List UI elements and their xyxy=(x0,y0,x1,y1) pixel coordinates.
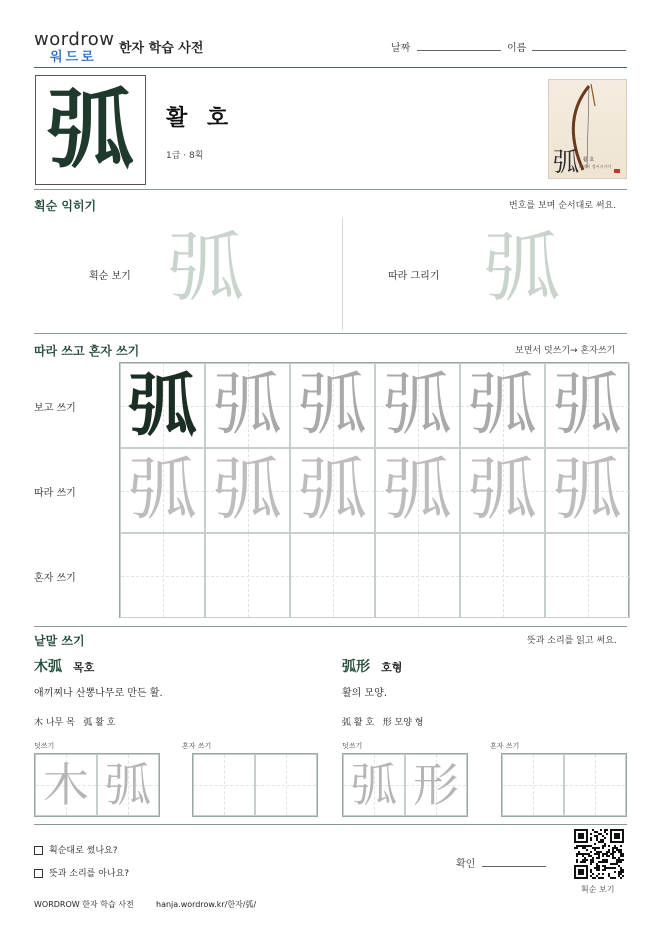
practice-cell[interactable] xyxy=(460,533,545,618)
vocab-alone-grid[interactable] xyxy=(192,753,318,817)
date-label: 날짜 xyxy=(391,43,411,54)
practice-row-label: 따라 쓰기 xyxy=(34,488,76,499)
practice-cell[interactable] xyxy=(460,363,545,448)
vocab-cell[interactable] xyxy=(564,754,626,816)
character-meta: 1급 · 8획 xyxy=(166,151,204,161)
practice-character: 弧 xyxy=(553,365,622,445)
confirm-field[interactable] xyxy=(482,866,546,867)
vocab-section-note: 뜻과 소리를 읽고 써요. xyxy=(527,636,617,646)
practice-cell[interactable] xyxy=(290,448,375,533)
vocab-cell[interactable] xyxy=(193,754,255,816)
footer-url[interactable]: hanja.wordrow.kr/한자/弧/ xyxy=(156,900,257,909)
name-field[interactable] xyxy=(532,50,626,51)
stroke-order-character: 弧 xyxy=(168,230,244,312)
alone-label: 혼자 쓰기 xyxy=(182,742,212,750)
practice-cell[interactable] xyxy=(120,363,205,448)
practice-cell[interactable] xyxy=(545,533,630,618)
practice-character: 弧 xyxy=(213,450,282,530)
checkbox[interactable] xyxy=(34,869,43,878)
vocab-word-2 xyxy=(342,656,402,676)
vocab-cell[interactable] xyxy=(35,754,97,816)
name-label: 이름 xyxy=(507,43,527,54)
vocab-word-definition: 활의 모양. xyxy=(342,688,387,699)
practice-grid xyxy=(119,362,629,618)
character-reading: 활 호 xyxy=(166,106,235,131)
practice-section-title: 따라 쓰고 혼자 쓰기 xyxy=(34,344,140,358)
practice-cell[interactable] xyxy=(205,363,290,448)
date-field[interactable] xyxy=(417,50,501,51)
practice-cell[interactable] xyxy=(545,363,630,448)
checklist-item-2[interactable] xyxy=(34,866,129,879)
checklist-item-1[interactable] xyxy=(34,843,118,856)
divider-1 xyxy=(34,189,627,190)
footer-brand: WORDROW 한자 학습 사전 xyxy=(34,900,134,909)
qr-code-graphic xyxy=(574,829,624,879)
practice-character: 弧 xyxy=(383,450,452,530)
vocab-alone-grid[interactable] xyxy=(501,753,627,817)
stroke-view-label: 획순 보기 xyxy=(89,271,131,282)
practice-character: 弧 xyxy=(298,450,367,530)
practice-cell[interactable] xyxy=(375,533,460,618)
checkbox[interactable] xyxy=(34,846,43,855)
practice-cell[interactable] xyxy=(205,448,290,533)
practice-cell[interactable] xyxy=(290,363,375,448)
practice-character: 弧 xyxy=(383,365,452,445)
vocab-section-title: 낱말 쓰기 xyxy=(34,634,85,648)
main-character-box xyxy=(35,75,146,185)
practice-cell[interactable] xyxy=(205,533,290,618)
trace-label: 덧쓰기 xyxy=(342,742,363,750)
qr-caption: 획순 보기 xyxy=(581,885,615,894)
practice-character: 弧 xyxy=(128,365,197,446)
stroke-trace-label: 따라 그리기 xyxy=(388,271,440,282)
confirm-label: 확인 xyxy=(456,859,476,870)
vocab-word-hanja: 木弧 xyxy=(34,659,62,675)
vocab-cell[interactable] xyxy=(343,754,405,816)
stroke-divider xyxy=(342,218,343,330)
practice-row-label: 보고 쓰기 xyxy=(34,403,76,414)
vocab-trace-char: 弧 xyxy=(105,758,151,812)
vocab-cell[interactable] xyxy=(97,754,159,816)
trace-label: 덧쓰기 xyxy=(34,742,55,750)
divider-3 xyxy=(34,626,627,627)
stroke-trace-character: 弧 xyxy=(484,230,560,312)
practice-cell[interactable] xyxy=(460,448,545,533)
practice-character: 弧 xyxy=(213,365,282,445)
vocab-word-parts: 弧 활 호 形 모양 형 xyxy=(342,718,424,728)
bow-illustration xyxy=(548,79,627,179)
vocab-trace-char: 形 xyxy=(413,758,459,812)
vocab-cell[interactable] xyxy=(405,754,467,816)
logo-wordmark: wordrow xyxy=(34,29,115,50)
checklist-label: 획순대로 썼나요? xyxy=(49,846,118,856)
logo-korean: 워드로 xyxy=(50,50,97,65)
practice-section-note: 보면서 덧쓰기→ 혼자쓰기 xyxy=(515,346,616,356)
practice-cell[interactable] xyxy=(290,533,375,618)
vocab-trace-grid[interactable] xyxy=(342,753,468,817)
practice-cell[interactable] xyxy=(120,533,205,618)
thumb-reading: 활 호 xyxy=(583,157,595,163)
practice-cell[interactable] xyxy=(375,448,460,533)
vocab-word-reading: 목호 xyxy=(73,661,95,674)
vocab-cell[interactable] xyxy=(255,754,317,816)
app-title: 한자 학습 사전 xyxy=(119,41,204,56)
divider-4 xyxy=(34,824,627,825)
practice-cell[interactable] xyxy=(375,363,460,448)
stroke-order-diagram xyxy=(168,230,268,314)
practice-character: 弧 xyxy=(468,365,537,445)
practice-row-label: 혼자 쓰기 xyxy=(34,573,76,584)
vocab-word-definition: 애끼찌나 산뽕나무로 만든 활. xyxy=(34,688,163,699)
qr-code-icon[interactable] xyxy=(574,829,624,879)
practice-character: 弧 xyxy=(553,450,622,530)
vocab-trace-char: 弧 xyxy=(351,758,397,812)
checklist-label: 뜻과 소리를 아나요? xyxy=(49,869,130,879)
stroke-trace-diagram[interactable] xyxy=(484,230,584,314)
thumb-tag xyxy=(614,169,620,173)
vocab-word-reading: 호형 xyxy=(381,661,403,674)
practice-cell[interactable] xyxy=(545,448,630,533)
thumb-character: 弧 xyxy=(553,148,580,178)
stroke-section-title: 획순 익히기 xyxy=(34,199,97,213)
main-character: 弧 xyxy=(47,79,134,180)
vocab-trace-char: 木 xyxy=(43,758,89,812)
vocab-cell[interactable] xyxy=(502,754,564,816)
thumb-subtitle: 카메이 정시시기이 xyxy=(579,164,612,169)
vocab-word-1 xyxy=(34,656,94,676)
alone-label: 혼자 쓰기 xyxy=(490,742,520,750)
vocab-trace-grid[interactable] xyxy=(34,753,160,817)
practice-character: 弧 xyxy=(298,365,367,445)
stroke-section-note: 번호를 보며 순서대로 써요. xyxy=(509,201,617,211)
header-divider xyxy=(34,67,627,68)
divider-2 xyxy=(34,333,627,334)
vocab-word-parts: 木 나무 목 弧 활 호 xyxy=(34,718,116,728)
practice-cell[interactable] xyxy=(120,448,205,533)
vocab-word-hanja: 弧形 xyxy=(342,659,370,675)
practice-character: 弧 xyxy=(128,450,197,530)
practice-character: 弧 xyxy=(468,450,537,530)
